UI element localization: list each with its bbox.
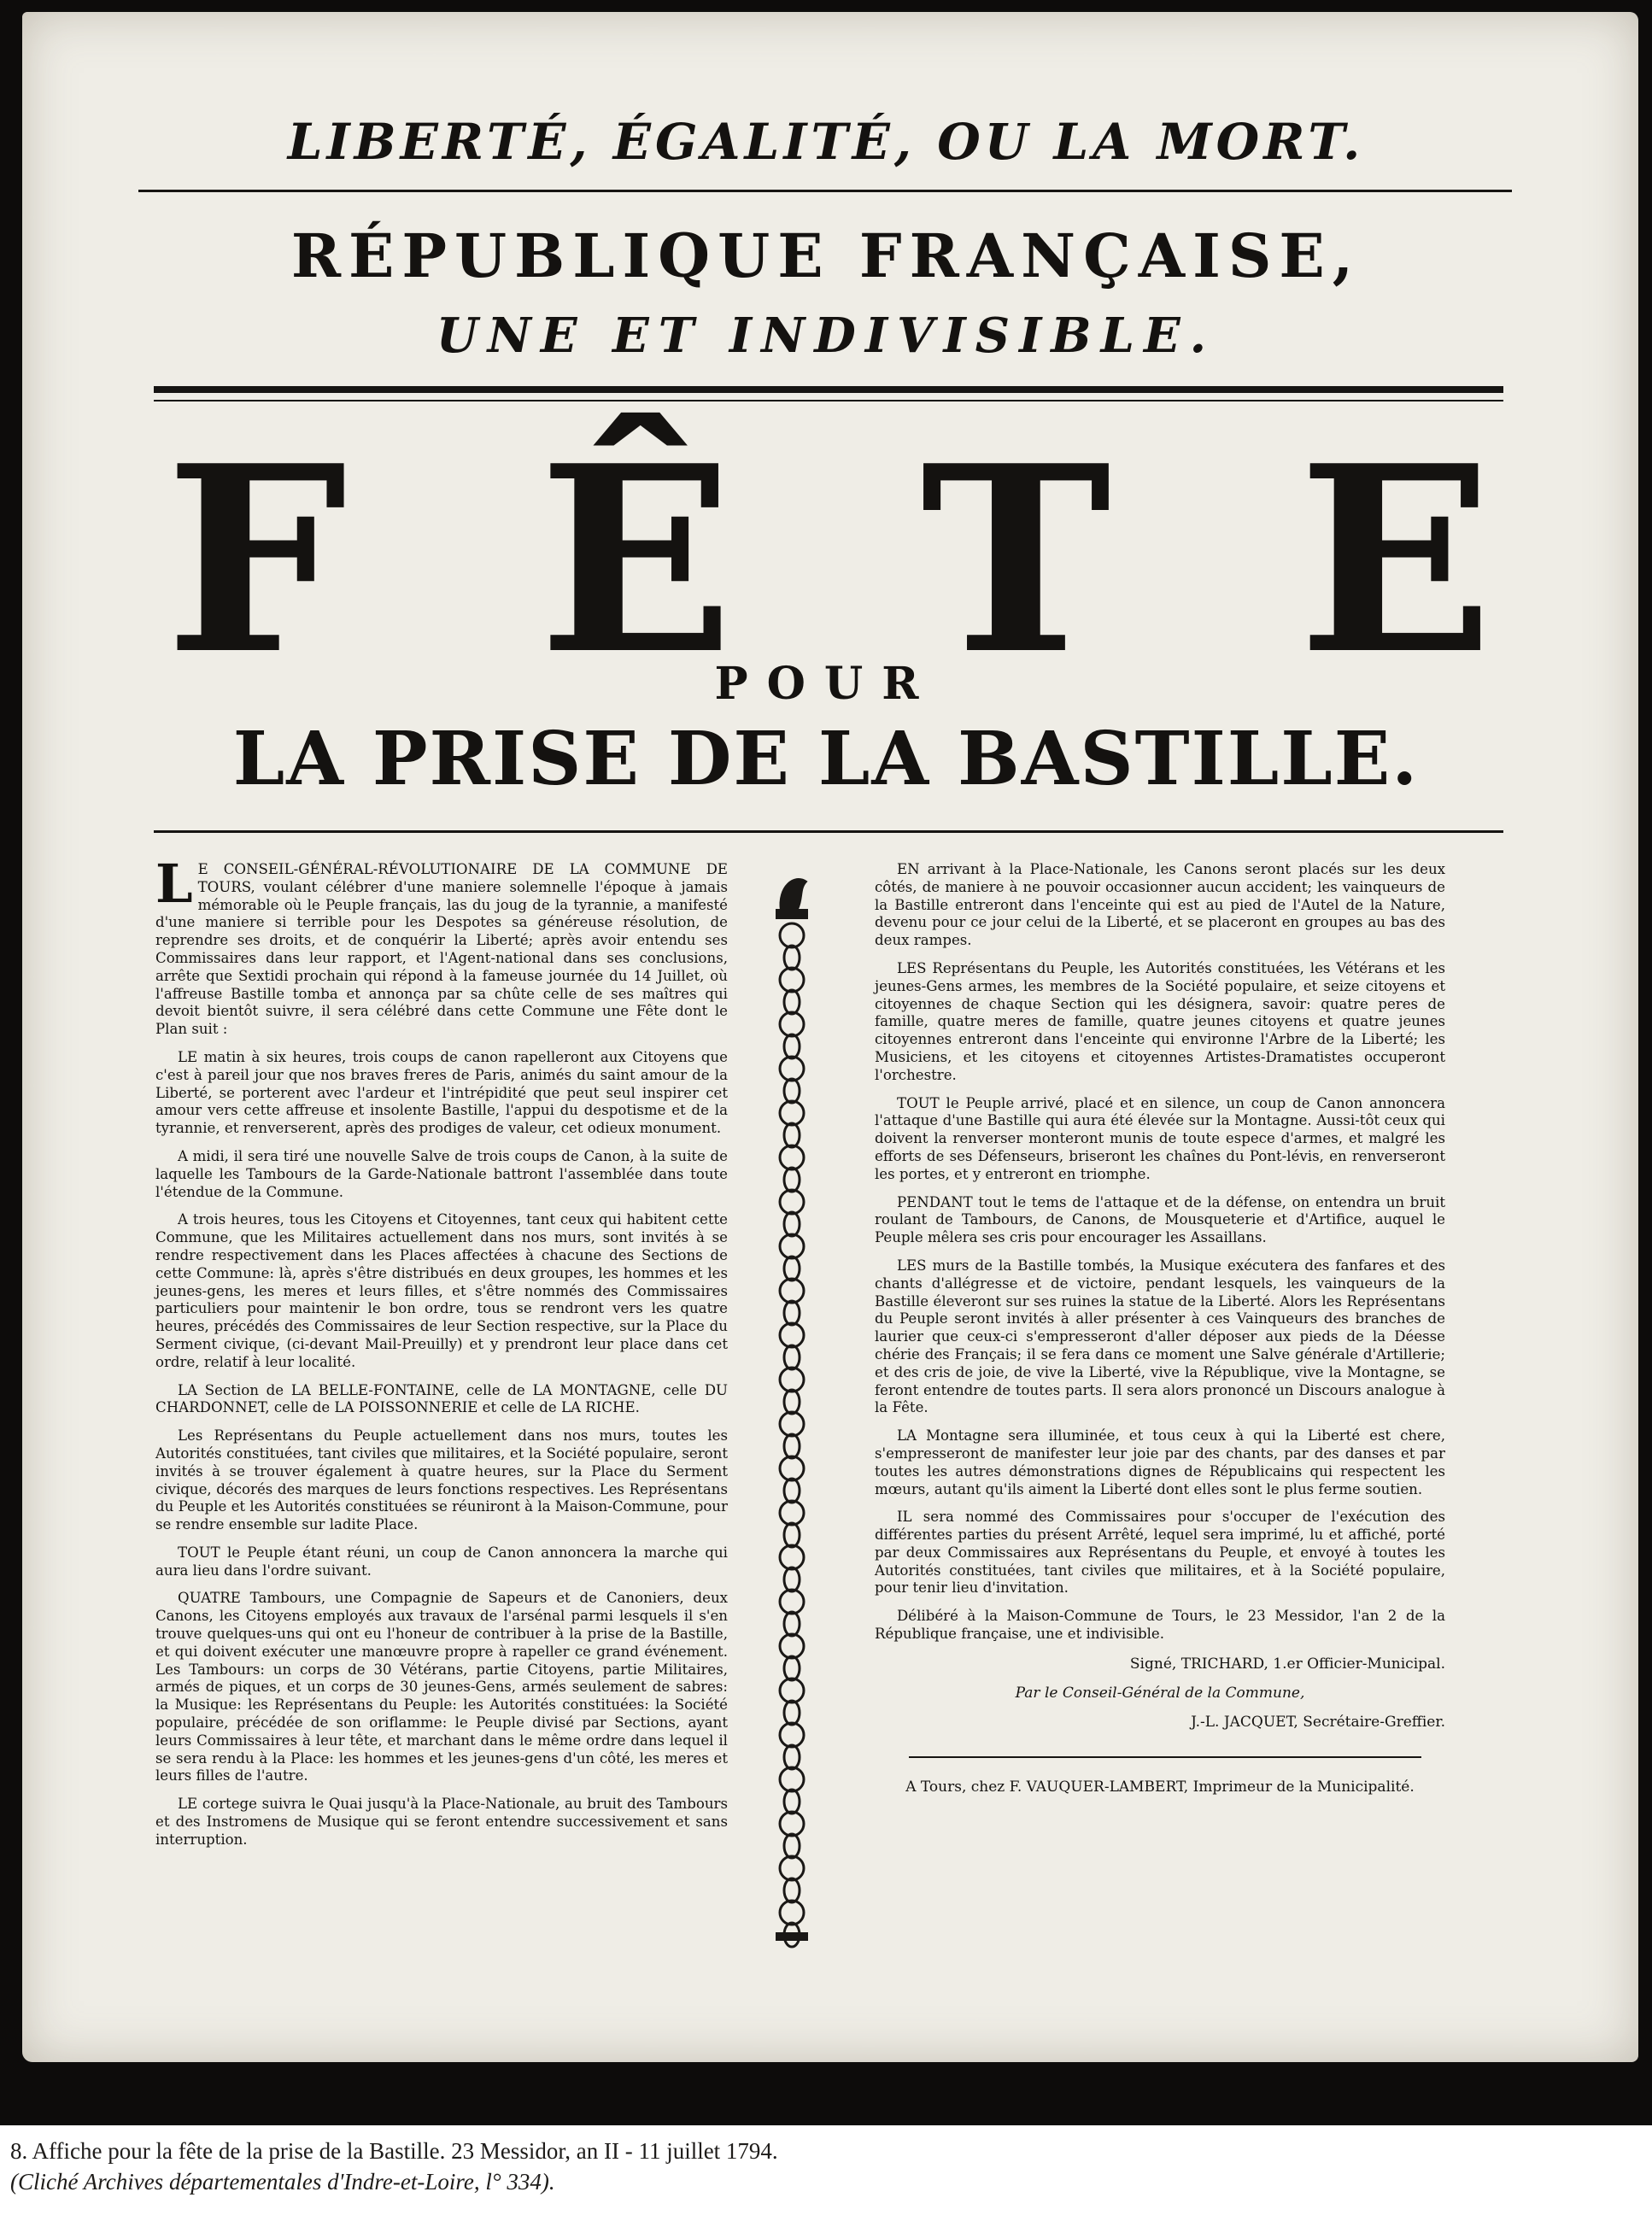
printer-imprint: A Tours, chez F. VAUQUER-LAMBERT, Imprimeur de la Municipalité. <box>905 1778 1415 1796</box>
double-rule-thick <box>154 386 1503 393</box>
chain-link <box>780 1368 804 1392</box>
chain-link <box>784 1257 800 1280</box>
chain-link <box>780 1590 804 1614</box>
chain-link <box>780 1767 804 1791</box>
chain-link <box>780 1901 804 1925</box>
signature-jacquet: J.-L. JACQUET, Secrétaire-Greffier. <box>1191 1713 1445 1731</box>
left-paragraph: LE matin à six heures, trois coups de canon rapelleront aux Citoyens que c'est à pareil jour que nos braves freres de Paris, animés du saint amour de la Liberté, se porterent avec l'ardeur et l'intrépidité que peut seul inspirer cet amour vers cette affreuse et insolente Bastille, l'appui du despotisme et de la tyrannie, et renverserent, après des prodiges de valeur, cet odieux monument. <box>155 1048 728 1137</box>
caption-line-1: 8. Affiche pour la fête de la prise de la Bastille. 23 Messidor, an II - 11 juillet 1794. <box>10 2138 778 2164</box>
pour-heading: POUR <box>714 658 938 710</box>
fete-letter: T <box>920 409 1111 711</box>
fete-letter: E <box>1298 409 1494 711</box>
chain-link <box>784 1790 800 1814</box>
chain-link <box>780 1545 804 1569</box>
poster-motto: LIBERTÉ, ÉGALITÉ, OU LA MORT. <box>287 113 1365 171</box>
right-paragraph: EN arrivant à la Place-Nationale, les Canons seront placés sur les deux côtés, de maniere à ne pouvoir occasionner aucun accident; les vainqueurs de la Bastille entreront dans l'enceinte qui est au pied de l'Autel de la Nature, devenu pour ce jour celui de la Liberté, et se placeront en groupes au bas des deux rampes. <box>875 861 1445 949</box>
intro-paragraph <box>155 853 728 1039</box>
chain-link <box>780 1412 804 1436</box>
chain-link <box>780 1634 804 1658</box>
chain-link <box>784 1345 800 1369</box>
left-paragraph: LA Section de LA BELLE-FONTAINE, celle de LA MONTAGNE, celle DU CHARDONNET, celle de LA POISSONNERIE et celle de LA RICHE. <box>155 1381 728 1416</box>
liberty-cap-chain-ornament <box>765 870 818 1965</box>
chain-link <box>784 946 800 970</box>
intro-text: E CONSEIL-GÉNÉRAL-RÉVOLUTIONAIRE DE LA COMMUNE DE TOURS, voulant célébrer d'une maniere solemnelle l'époque à jamais mémorable où le Peuple français, las du joug de la tyrannie, a manifesté d'une maniere si terrible pour les Despotes sa généreuse résolution, de reprendre ses droits, et de conquérir la Liberté; après avoir entendu ses Commissaires dans leur rapport, et l'Agent-national dans ses conclusions, arrête que Sextidi prochain qui répond à la fameuse journée du 14 Juillet, où l'affreuse Bastille tomba et annonça par sa chûte celle de ses maîtres qui devoit bientôt suivre, il sera célébré dans cette Commune une Fête dont le Plan suit : <box>155 861 728 1038</box>
right-paragraph: TOUT le Peuple arrivé, placé et en silence, un coup de Canon annoncera l'attaque d'une Bastille qui aura été élevée sur la Montagne. Aussi-tôt ceux qui doivent la renverser monteront munis de toute espece d'armes, et malgré les efforts de ses Défenseurs, briseront les chaînes du Pont-lévis, en renverseront les portes, et y entreront en triomphe. <box>875 1094 1445 1182</box>
right-paragraph: LES murs de la Bastille tombés, la Musique exécutera des fanfares et des chants d'allégresse et de victoire, pendant lesquels, les vainqueurs de la Bastille éleveront sur ses ruines la statue de la Liberté. Alors les Représentans du Peuple seront invités à aller présenter à ces Vainqueurs des branches de laurier que ceux-ci s'empresseront d'aller déposer aux pieds de la Déesse chérie des Français; il se fera dans ce moment une Salve générale d'Artillerie; et des cris de joie, de vive la Liberté, vive la République, vive la Montagne, se feront entendre de toutes parts. Il sera alors prononcé un Discours analogue à la Fête. <box>875 1257 1445 1416</box>
bastille-heading: LA PRISE DE LA BASTILLE. <box>232 716 1420 802</box>
chain-link <box>784 1612 800 1636</box>
signature-trichard: Signé, TRICHARD, 1.er Officier-Municipal. <box>1129 1655 1445 1673</box>
chain-link <box>780 1723 804 1747</box>
right-paragraph: PENDANT tout le tems de l'attaque et de la défense, on entendra un bruit roulant de Tambours, de Canons, de Mousqueterie et d'Artifice, auquel le Peuple mêlera ses cris pour encourager les Assaillans. <box>875 1193 1445 1246</box>
chain-link <box>780 1146 804 1169</box>
chain-link <box>784 990 800 1014</box>
chain-link <box>780 1323 804 1347</box>
chain-link <box>784 1301 800 1325</box>
heading-rule <box>154 830 1503 833</box>
drop-cap: L <box>155 853 193 915</box>
chain-link <box>784 1479 800 1503</box>
poster-indivisible-subtitle: UNE ET INDIVISIBLE. <box>436 308 1216 364</box>
right-paragraph: LES Représentans du Peuple, les Autorités constituées, les Vétérans et les jeunes-Gens armes, les membres de la Société populaire, et seize citoyens et citoyennes de chaque Section qui les désignera, savoir: quatre peres de famille, quatre meres de famille, quatre jeunes citoyens et quatre jeunes citoyennes entreront dans l'enceinte qui environne l'Arbre de la Liberté; les Musiciens, et les citoyens et citoyennes Artistes-Dramatistes occuperont l'orchestre. <box>875 959 1445 1083</box>
chain-link <box>780 1812 804 1836</box>
chain-link <box>784 1745 800 1769</box>
right-column <box>875 861 1445 1802</box>
chain-link <box>784 1390 800 1414</box>
motto-rule <box>138 190 1512 192</box>
figure-caption <box>10 2136 1633 2197</box>
left-paragraph: Les Représentans du Peuple actuellement dans nos murs, toutes les Autorités constituées, tant civiles que militaires, et la Société populaire, seront invités à se trouver également à quatre heures, sur la Place du Serment civique, décorés des marques de leurs fonctions respectives. Les Représentans du Peuple et les Autorités constituées se réuniront à la Maison-Commune, pour se rendre ensemble sur ladite Place. <box>155 1427 728 1533</box>
chain-link <box>784 1834 800 1858</box>
chain-link <box>780 1279 804 1303</box>
chain-link <box>784 1212 800 1236</box>
right-paragraph: Délibéré à la Maison-Commune de Tours, le 23 Messidor, l'an 2 de la République française, une et indivisible. <box>875 1608 1445 1643</box>
left-paragraph: LE cortege suivra le Quai jusqu'à la Place-Nationale, au bruit des Tambours et des Instromens de Musique qui se feront entendre successivement et sans interruption. <box>155 1796 728 1848</box>
fete-letter: Ê <box>538 409 734 711</box>
right-paragraph: LA Montagne sera illuminée, et tous ceux à qui la Liberté est chere, s'empresseront de manifester leur joie par des chants, par des danses et par toutes les autres démonstrations dignes de Républicains qui respectent les mœurs, autant qu'ils aiment la Liberté dont elles sont le plus ferme soutien. <box>875 1427 1445 1497</box>
chain-link <box>780 1012 804 1036</box>
chain-link <box>780 1190 804 1214</box>
caption-line-2: (Cliché Archives départementales d'Indre-et-Loire, l° 334). <box>10 2169 555 2195</box>
chain-link <box>780 1101 804 1125</box>
left-paragraph: TOUT le Peuple étant réuni, un coup de Canon annoncera la marche qui aura lieu dans l'ordre suivant. <box>155 1544 728 1579</box>
right-paragraph: IL sera nommé des Commissaires pour s'occuper de l'exécution des différentes parties du présent Arrêté, lequel sera imprimé, lu et affiché, porté par deux Commissaires aux Représentans du Peuple, et envoyé à toutes les Autorités constituées, tant civiles que militaires, et à la Société populaire, pour tenir lieu d'invitation. <box>875 1509 1445 1597</box>
signature-council: Par le Conseil-Général de la Commune, <box>1015 1684 1305 1702</box>
printer-rule <box>909 1756 1421 1758</box>
chain-link <box>784 1656 800 1680</box>
left-paragraph: QUATRE Tambours, une Compagnie de Sapeurs et de Canoniers, deux Canons, les Citoyens employés aux travaux de l'arsénal parmi lesquels il s'en trouve quelques-uns qui ont eu l'honeur de contribuer à la prise de la Bastille, et qui doivent exécuter une manœuvre propre à rapeller ce grand événement. Les Tambours: un corps de 30 Vétérans, partie Citoyens, partie Militaires, armés de piques, et un corps de 30 jeunes-Gens, armés seulement de sabres: la Musique: les Représentans du Peuple: les Autorités constituées: la Société populaire, précédée de son oriflamme: le Peuple divisé par Sections, ayant leurs Commissaires à leur tête, et marchant dans le même ordre dans lequel il se sera rendu à la Place: les hommes et les jeunes-gens d'un côté, les meres et leurs filles de l'autre. <box>155 1590 728 1784</box>
chain-link <box>780 1501 804 1525</box>
left-paragraph: A trois heures, tous les Citoyens et Citoyennes, tant ceux qui habitent cette Commune, que les Militaires actuellement dans nos murs, sont invités à se rendre respectivement dans les Places affectées à chacune des Sections de cette Commune: là, après s'être distribués en deux groupes, les hommes et les jeunes-gens, les meres et leurs filles, et s'être nommés des Commissaires particuliers pour maintenir le bon ordre, tous se rendront vers les quatre heures, précédés des Commissaires de leur Section respective, sur la Place du Serment civique, (ci-devant Mail-Preuilly) et y prendront leur place dans cet ordre, relatif à leur localité. <box>155 1211 728 1370</box>
fete-headline <box>128 409 1524 711</box>
double-rule-thin <box>154 400 1503 401</box>
fete-letter: F <box>165 409 348 711</box>
left-paragraph: A midi, il sera tiré une nouvelle Salve de trois coups de Canon, à la suite de laquelle les Tambours de la Garde-Nationale battront l'assemblée dans toute l'étendue de la Commune. <box>155 1147 728 1200</box>
chain-link <box>784 1079 800 1103</box>
chain-link <box>780 1856 804 1880</box>
chain-link <box>780 1234 804 1258</box>
chain-link <box>784 1568 800 1591</box>
chain-link <box>780 1679 804 1702</box>
chain-link <box>784 1034 800 1058</box>
chain-link <box>780 1057 804 1081</box>
poster-republic-title: RÉPUBLIQUE FRANÇAISE, <box>290 220 1362 291</box>
chain-link <box>780 968 804 992</box>
chain-link <box>784 1523 800 1547</box>
chain-link <box>784 1701 800 1725</box>
chain-link <box>784 1878 800 1902</box>
chain-link <box>784 1123 800 1147</box>
chain-link <box>780 923 804 947</box>
chain-link <box>784 1434 800 1458</box>
chain-link <box>780 1456 804 1480</box>
left-column <box>155 853 728 1860</box>
chain-link <box>784 1168 800 1192</box>
